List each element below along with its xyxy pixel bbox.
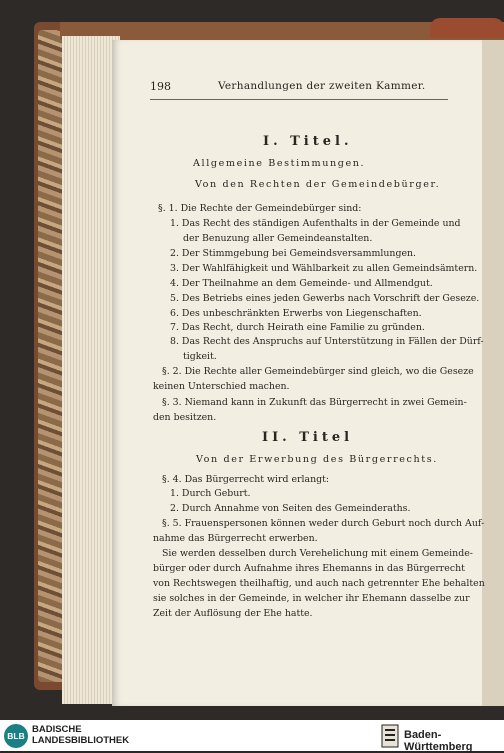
body1-line: 7. Das Recht, durch Heirath eine Familie zu gründen.: [170, 322, 425, 333]
baden-wuerttemberg-crest-icon: [381, 724, 399, 748]
body2-line: §. 4. Das Bürgerrecht wird erlangt:: [162, 474, 330, 485]
title-2: II. Titel: [262, 430, 354, 445]
body2-line: 1. Durch Geburt.: [170, 488, 251, 499]
blb-name-line-2: LANDESBIBLIOTHEK: [32, 735, 130, 746]
subtitle-2: Von der Erwerbung des Bürgerrechts.: [196, 454, 438, 465]
subtitle-1: Allgemeine Bestimmungen.: [193, 158, 366, 169]
body2-line: §. 5. Frauenspersonen können weder durch Geburt noch durch Auf-: [162, 518, 485, 529]
body1-line: 3. Der Wahlfähigkeit und Wählbarkeit zu allen Gemeindsämtern.: [170, 263, 478, 274]
body1-line: 6. Des unbeschränkten Erwerbs von Liegenschaften.: [170, 308, 422, 319]
body1-line: §. 1. Die Rechte der Gemeindebürger sind:: [158, 203, 362, 214]
facing-page-edge: [482, 40, 504, 706]
body1-line: §. 2. Die Rechte aller Gemeindebürger sind gleich, wo die Geseze: [162, 366, 474, 377]
body1-line: 1. Das Recht des ständigen Aufenthalts in der Gemeinde und: [170, 218, 461, 229]
blb-name: [32, 724, 129, 746]
body1-line: 2. Der Stimmgebung bei Gemeindsversammlungen.: [170, 248, 417, 259]
baden-wuerttemberg-label: Baden-Württemberg: [404, 729, 473, 753]
subtitle-1b: Von den Rechten der Gemeindebürger.: [195, 179, 441, 190]
body2-line: sie solches in der Gemeinde, in welcher ihr Ehemann dasselbe zur: [153, 593, 470, 604]
body2-line: 2. Durch Annahme von Seiten des Gemeinderaths.: [170, 503, 411, 514]
body1-line: 5. Des Betriebs eines jeden Gewerbs nach Vorschrift der Geseze.: [170, 293, 480, 304]
body1-line: tigkeit.: [183, 351, 217, 362]
header-rule: [150, 99, 448, 100]
body2-line: von Rechtswegen theilhaftig, und auch nach getrennter Ehe behalten: [153, 578, 485, 589]
body1-line: 4. Der Theilnahme an dem Gemeinde- und Allmendgut.: [170, 278, 433, 289]
blb-name-line-1: BADISCHE: [32, 724, 82, 735]
body1-line: 8. Das Recht des Anspruchs auf Unterstützung in Fällen der Dürf-: [170, 336, 484, 347]
body1-line: der Benuzung aller Gemeindeanstalten.: [183, 233, 373, 244]
body1-line: den besitzen.: [153, 412, 217, 423]
body1-line: §. 3. Niemand kann in Zukunft das Bürgerrecht in zwei Gemein-: [162, 397, 467, 408]
body2-line: nahme das Bürgerrecht erwerben.: [153, 533, 318, 544]
body1-line: keinen Unterschied machen.: [153, 381, 290, 392]
bookmark-band: [430, 18, 504, 38]
body2-line: Sie werden desselben durch Verehelichung mit einem Gemeinde-: [162, 548, 473, 559]
body2-line: bürger oder durch Aufnahme ihres Ehemanns in das Bürgerrecht: [153, 563, 465, 574]
body2-line: Zeit der Auflösung der Ehe hatte.: [153, 608, 313, 619]
title-1: I. Titel.: [263, 134, 353, 149]
blb-logo: BLB: [4, 724, 28, 748]
running-head: Verhandlungen der zweiten Kammer.: [218, 80, 426, 92]
page-number: 198: [150, 80, 171, 93]
